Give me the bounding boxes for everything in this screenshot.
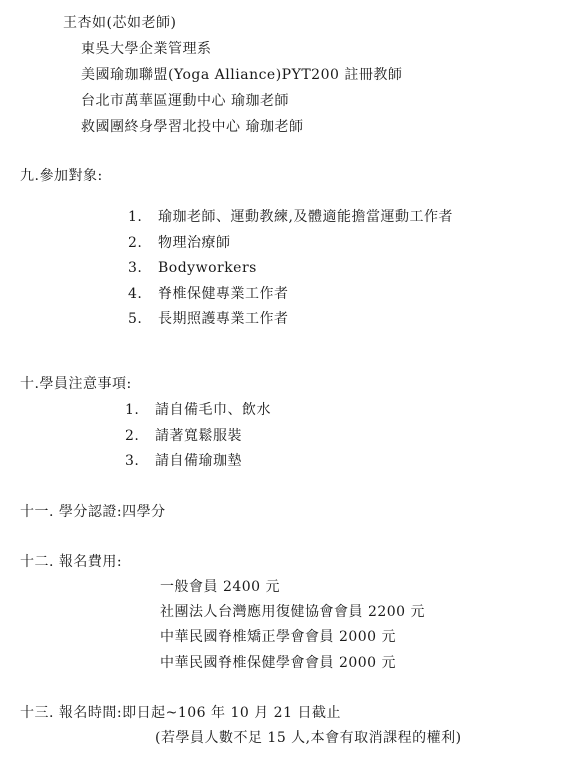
list-item-text: 瑜珈老師、運動教練,及體適能擔當運動工作者 bbox=[158, 209, 453, 225]
fee-item: 中華民國脊椎保健學會會員 2000 元 bbox=[160, 655, 397, 671]
list-item-number: 2. bbox=[128, 235, 143, 251]
fee-item: 中華民國脊椎矯正學會會員 2000 元 bbox=[160, 629, 397, 645]
list-item bbox=[128, 208, 453, 226]
list-item-number: 4. bbox=[128, 286, 143, 302]
list-item-number: 5. bbox=[128, 311, 143, 327]
list-item bbox=[125, 427, 242, 445]
cancellation-note: (若學員人數不足 15 人,本會有取消課程的權利) bbox=[155, 730, 462, 746]
list-item-text: 請自備瑜珈墊 bbox=[155, 453, 242, 469]
instructor-credential: 東吳大學企業管理系 bbox=[81, 41, 212, 57]
list-item-text: 請自備毛巾、飲水 bbox=[155, 402, 271, 418]
instructor-credential: 台北市萬華區運動中心 瑜珈老師 bbox=[81, 93, 289, 109]
section-heading-participants: 九.參加對象: bbox=[20, 168, 103, 184]
list-item bbox=[128, 310, 289, 328]
list-item-text: 脊椎保健專業工作者 bbox=[158, 286, 289, 302]
list-item-text: 長期照護專業工作者 bbox=[158, 311, 289, 327]
section-heading-credits: 十一. 學分認證:四學分 bbox=[20, 504, 166, 520]
instructor-credential: 救國團終身學習北投中心 瑜珈老師 bbox=[81, 119, 304, 135]
list-item bbox=[128, 259, 257, 277]
section-heading-registration: 十三. 報名時間:即日起~106 年 10 月 21 日截止 bbox=[20, 705, 341, 721]
list-item-text: Bodyworkers bbox=[158, 260, 257, 276]
list-item-number: 1. bbox=[128, 209, 143, 225]
list-item bbox=[125, 401, 271, 419]
list-item bbox=[125, 452, 242, 470]
instructor-name: 王杏如(芯如老師) bbox=[63, 15, 177, 31]
list-item-text: 請著寬鬆服裝 bbox=[155, 428, 242, 444]
list-item-text: 物理治療師 bbox=[158, 235, 231, 251]
list-item bbox=[128, 285, 289, 303]
list-item bbox=[128, 234, 231, 252]
fee-item: 一般會員 2400 元 bbox=[160, 579, 281, 595]
section-heading-fees: 十二. 報名費用: bbox=[20, 554, 123, 570]
section-heading-notes: 十.學員注意事項: bbox=[20, 376, 132, 392]
instructor-credential: 美國瑜珈聯盟(Yoga Alliance)PYT200 註冊教師 bbox=[81, 67, 403, 83]
list-item-number: 1. bbox=[125, 402, 140, 418]
list-item-number: 3. bbox=[125, 453, 140, 469]
list-item-number: 2. bbox=[125, 428, 140, 444]
list-item-number: 3. bbox=[128, 260, 143, 276]
fee-item: 社團法人台灣應用復健協會會員 2200 元 bbox=[160, 604, 426, 620]
